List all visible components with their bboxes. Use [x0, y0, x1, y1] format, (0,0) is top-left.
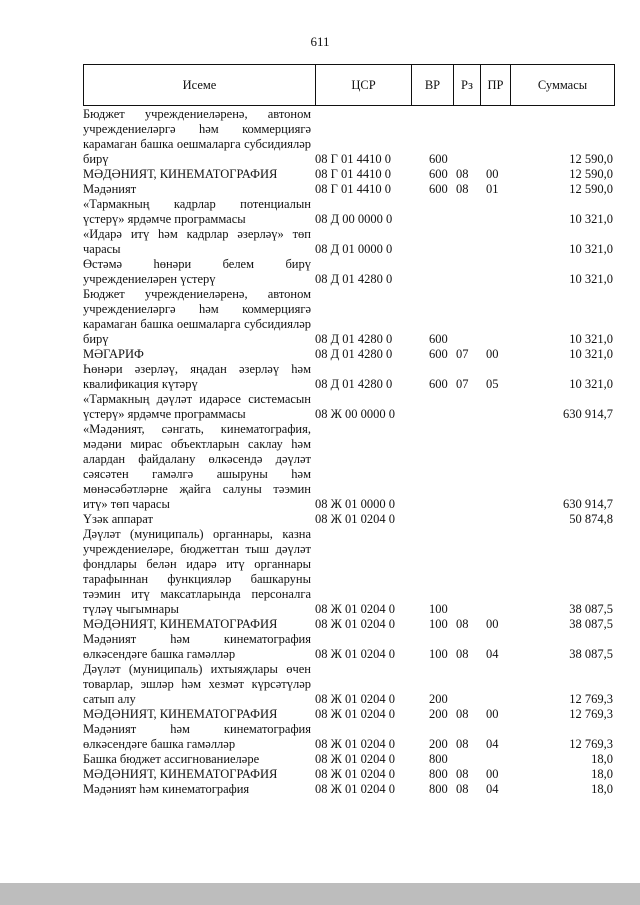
row-vr: 100	[429, 617, 448, 631]
scan-bottom-border	[0, 883, 640, 905]
row-name: МӘГАРИФ	[83, 347, 144, 361]
row-pr: 00	[486, 347, 499, 361]
row-sum: 12 769,3	[569, 707, 613, 721]
row-sum: 630 914,7	[563, 497, 613, 511]
table-row	[83, 167, 615, 182]
row-rz: 08	[456, 647, 469, 661]
header-pr: ПР	[481, 65, 511, 105]
row-sum: 18,0	[591, 752, 613, 766]
table-row	[83, 782, 615, 797]
row-csr: 08 Г 01 4410 0	[315, 167, 391, 181]
row-name: МӘДӘНИЯТ, КИНЕМАТОГРАФИЯ	[83, 617, 278, 631]
row-sum: 12 590,0	[569, 167, 613, 181]
table-row	[83, 767, 615, 782]
row-vr: 600	[429, 152, 448, 166]
row-csr: 08 Д 01 4280 0	[315, 332, 393, 346]
row-vr: 200	[429, 737, 448, 751]
header-vr: ВР	[412, 65, 454, 105]
row-sum: 12 590,0	[569, 152, 613, 166]
table-row	[83, 752, 615, 767]
table-row	[83, 707, 615, 722]
row-csr: 08 Ж 01 0204 0	[315, 602, 395, 616]
row-name: МӘДӘНИЯТ, КИНЕМАТОГРАФИЯ	[83, 767, 278, 781]
table-row	[83, 362, 615, 392]
row-rz: 08	[456, 767, 469, 781]
row-sum: 38 087,5	[569, 617, 613, 631]
row-vr: 600	[429, 347, 448, 361]
row-csr: 08 Г 01 4410 0	[315, 152, 391, 166]
row-csr: 08 Ж 01 0204 0	[315, 512, 395, 526]
row-vr: 600	[429, 182, 448, 196]
header-name: Исеме	[84, 65, 316, 105]
row-pr: 04	[486, 782, 499, 796]
row-sum: 10 321,0	[569, 377, 613, 391]
row-csr: 08 Ж 01 0204 0	[315, 737, 395, 751]
row-csr: 08 Ж 01 0204 0	[315, 707, 395, 721]
table-row	[83, 197, 615, 227]
table-row	[83, 287, 615, 347]
row-rz: 08	[456, 707, 469, 721]
row-csr: 08 Ж 01 0204 0	[315, 692, 395, 706]
row-sum: 630 914,7	[563, 407, 613, 421]
row-rz: 08	[456, 617, 469, 631]
table-row	[83, 722, 615, 752]
row-sum: 10 321,0	[569, 272, 613, 286]
table-row	[83, 227, 615, 257]
row-sum: 12 590,0	[569, 182, 613, 196]
row-name: Өстәмә һөнәри белем бирү учреждениеләрен үстерү	[83, 257, 311, 286]
row-name: Мәдәният һәм кинематография	[83, 782, 250, 796]
row-pr: 00	[486, 617, 499, 631]
row-name: Башка бюджет ассигнованиеләре	[83, 752, 260, 766]
table-row	[83, 107, 615, 167]
row-name: «Тармакның кадрлар потенциалын үстерү» ярдәмче программасы	[83, 197, 311, 226]
row-vr: 100	[429, 602, 448, 616]
row-name: «Идарә итү һәм кадрлар әзерләү» төп чарасы	[83, 227, 311, 256]
row-name: Бюджет учреждениеләренә, автоном учреждениеләргә һәм коммерциягә карамаган башка оешмаларга субсидияләр бирү	[83, 107, 311, 166]
row-csr: 08 Д 01 4280 0	[315, 272, 393, 286]
row-csr: 08 Д 01 4280 0	[315, 347, 393, 361]
row-vr: 100	[429, 647, 448, 661]
row-rz: 08	[456, 737, 469, 751]
row-vr: 800	[429, 767, 448, 781]
row-pr: 00	[486, 167, 499, 181]
row-pr: 00	[486, 767, 499, 781]
row-pr: 01	[486, 182, 499, 196]
row-name: «Мәдәният, сәнгать, кинематография, мәдәни мирас объектларын саклау һәм алардан файдалану өлкәсендә дәүләт сәясәтен гамәлгә ашыруны һәм мөнәсәбәтләрне җайга салуны тәэмин итү» төп чарасы	[83, 422, 311, 511]
row-vr: 600	[429, 332, 448, 346]
table-row	[83, 617, 615, 632]
row-csr: 08 Ж 01 0204 0	[315, 647, 395, 661]
row-name: Дәүләт (муниципаль) органнары, казна учреждениеләре, бюджеттан тыш дәүләт фондлары белән идарә итү органнары тарафыннан функцияләр башкаруны тәэмин итү максатларында персоналга түләү чыгымнары	[83, 527, 311, 616]
row-csr: 08 Г 01 4410 0	[315, 182, 391, 196]
row-name: МӘДӘНИЯТ, КИНЕМАТОГРАФИЯ	[83, 707, 278, 721]
row-sum: 38 087,5	[569, 602, 613, 616]
table-row	[83, 257, 615, 287]
table-body	[83, 107, 615, 797]
row-rz: 08	[456, 182, 469, 196]
header-sum: Суммасы	[537, 77, 588, 92]
table-row	[83, 347, 615, 362]
row-csr: 08 Ж 01 0204 0	[315, 767, 395, 781]
header-rz: Рз	[454, 65, 481, 105]
row-name: Мәдәният	[83, 182, 137, 196]
row-name: Һөнәри әзерләү, яңадан әзерләү һәм квалификация күтәрү	[83, 362, 311, 391]
row-sum: 18,0	[591, 782, 613, 796]
row-sum: 10 321,0	[569, 332, 613, 346]
row-name: МӘДӘНИЯТ, КИНЕМАТОГРАФИЯ	[83, 167, 278, 181]
row-pr: 00	[486, 707, 499, 721]
row-name: Үзәк аппарат	[83, 512, 153, 526]
page-number: 611	[310, 34, 330, 49]
row-csr: 08 Ж 01 0000 0	[315, 497, 395, 511]
table-row	[83, 392, 615, 422]
row-sum: 10 321,0	[569, 242, 613, 256]
row-sum: 38 087,5	[569, 647, 613, 661]
row-csr: 08 Ж 01 0204 0	[315, 752, 395, 766]
row-sum: 12 769,3	[569, 737, 613, 751]
row-rz: 07	[456, 347, 469, 361]
row-csr: 08 Д 01 4280 0	[315, 377, 393, 391]
row-name: «Тармакның дәүләт идарәсе системасын үстерү» ярдәмче программасы	[83, 392, 311, 421]
row-vr: 200	[429, 707, 448, 721]
row-vr: 200	[429, 692, 448, 706]
row-rz: 08	[456, 782, 469, 796]
row-rz: 07	[456, 377, 469, 391]
row-sum: 10 321,0	[569, 212, 613, 226]
row-csr: 08 Ж 01 0204 0	[315, 617, 395, 631]
row-sum: 18,0	[591, 767, 613, 781]
row-vr: 800	[429, 752, 448, 766]
row-vr: 600	[429, 167, 448, 181]
table-row	[83, 422, 615, 512]
header-csr: ЦСР	[316, 65, 412, 105]
row-csr: 08 Ж 00 0000 0	[315, 407, 395, 421]
row-name: Бюджет учреждениеләренә, автоном учреждениеләргә һәм коммерциягә карамаган башка оешмаларга субсидияләр бирү	[83, 287, 311, 346]
row-sum: 12 769,3	[569, 692, 613, 706]
table-row	[83, 632, 615, 662]
row-pr: 04	[486, 647, 499, 661]
table-row	[83, 662, 615, 707]
row-name: Мәдәният һәм кинематография өлкәсендәге башка гамәлләр	[83, 722, 311, 751]
table-row	[83, 527, 615, 617]
row-name: Дәүләт (муниципаль) ихтыяҗлары өчен товарлар, эшләр һәм хезмәт күрсәтүләр сатып алу	[83, 662, 311, 706]
row-csr: 08 Ж 01 0204 0	[315, 782, 395, 796]
row-csr: 08 Д 01 0000 0	[315, 242, 393, 256]
table-header	[83, 64, 615, 106]
row-csr: 08 Д 00 0000 0	[315, 212, 393, 226]
table-row	[83, 182, 615, 197]
row-pr: 04	[486, 737, 499, 751]
row-name: Мәдәният һәм кинематография өлкәсендәге башка гамәлләр	[83, 632, 311, 661]
row-rz: 08	[456, 167, 469, 181]
row-vr: 600	[429, 377, 448, 391]
row-sum: 10 321,0	[569, 347, 613, 361]
table-row	[83, 512, 615, 527]
row-sum: 50 874,8	[569, 512, 613, 526]
row-pr: 05	[486, 377, 499, 391]
row-vr: 800	[429, 782, 448, 796]
